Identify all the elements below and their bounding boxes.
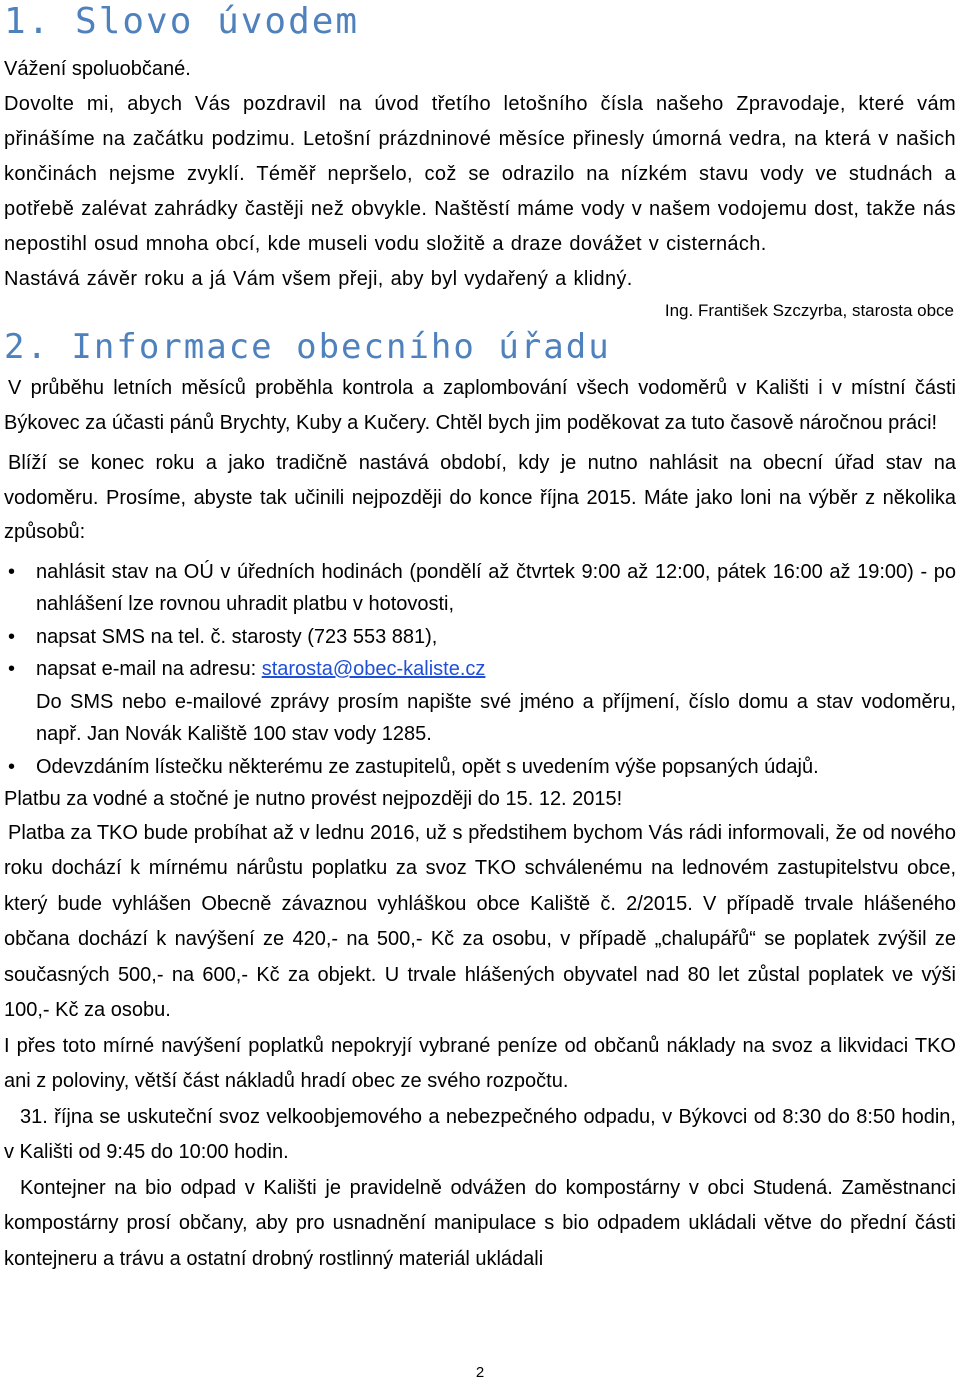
waste-fee-paragraph: Platba za TKO bude probíhat až v lednu 2016, už s předstihem bychom Vás rádi informovali, že od nového roku dochází k mírnému nárůstu poplatku za svoz TKO schválenému na lednovém zastupitelstvu obce, který bude vyhlášen Obecně závaznou vyhláškou obce Kaliště č. 2/2015. V případě trvale hlášeného občana dochází k navýšení ze 420,- na 500,- Kč za osobu, v případě „chalupářů“ se poplatek zvýšil ze současných 500,- na 600,- Kč za objekt. U trvale hlášených obyvatel nad 80 let zůstal poplatek ve výši 100,- Kč za osobu. [4,821,956,1021]
fee-coverage-paragraph: I přes toto mírné navýšení poplatků nepokryjí vybrané peníze od občanů náklady na svoz a likvidaci TKO ani z poloviny, větší část nákladů hradí obec ze svého rozpočtu. [4,1034,956,1092]
water-meter-check-paragraph: V průběhu letních měsíců proběhla kontrola a zaplombování všech vodoměrů v Kališti i v místní části Býkovec za účasti pánů Brychty, Kuby a Kučery. Chtěl bych jim poděkovat za tuto časově náročnou práci! [4,377,956,434]
list-item: • Odevzdáním lístečku některému ze zastupitelů, opět s uvedením výše popsaných údajů. [36,751,956,784]
payment-deadline: Platbu za vodné a stočné je nutno provést nejpozději do 15. 12. 2015! [4,788,623,810]
meter-reading-paragraph: Blíží se konec roku a jako tradičně nastává období, kdy je nutno nahlásit na obecní úřad stav na vodoměru. Prosíme, abyste tak učinili nejpozději do konce října 2015. Máte jako loni na výběr z několika způsobů: [4,452,956,543]
section-2-heading: 2. Informace obecního úřadu [4,327,611,367]
bio-waste-paragraph: Kontejner na bio odpad v Kališti je pravidelně odvážen do kompostárny v obci Studená. Zaměstnanci kompostárny prosí občany, aby pro usnadnění manipulace s bio odpadem ukládali větve do přední části kontejneru a trávu a ostatní drobný rostlinný materiál ukládali [4,1176,956,1270]
closing-wish: Nastává závěr roku a já Vám všem přeji, aby byl vydařený a klidný. [4,268,633,290]
salutation: Vážení spoluobčané. [4,58,191,80]
signature: Ing. František Szczyrba, starosta obce [664,301,954,320]
bulk-waste-paragraph: 31. října se uskuteční svoz velkoobjemového a nebezpečného odpadu, v Býkovci od 8:30 do 8:50 hodin, v Kališti od 9:45 do 10:00 hodin. [4,1105,956,1163]
sms-email-note: Do SMS nebo e-mailové zprávy prosím napište své jméno a příjmení, číslo domu a stav vodoměru, např. Jan Novák Kaliště 100 stav vody 1285. [36,690,956,745]
reporting-methods-list [4,556,956,784]
list-item [36,653,956,751]
section-1-heading: 1. Slovo úvodem [4,1,360,42]
page-number: 2 [475,1364,485,1381]
email-link[interactable]: starosta@obec-kaliste.cz [261,658,486,680]
intro-paragraph: Dovolte mi, abych Vás pozdravil na úvod třetího letošního čísla našeho Zpravodaje, které vám přinášíme na začátku podzimu. Letošní prázdninové měsíce přinesly úmorná vedra, na která v našich končinách nejsme zvyklí. Téměř nepršelo, což se odrazilo na nízkém stavu vody ve studnách a potřebě zalévat zahrádky častěji než obvykle. Naštěstí máme vody v našem vodojemu dost, takže nás nepostihl osud mnoha obcí, kde museli vodu složitě a draze dovážet v cisternách. [4,93,956,255]
list-item: • napsat SMS na tel. č. starosty (723 553 881), [36,621,956,654]
list-item: • nahlásit stav na OÚ v úředních hodinách (pondělí až čtvrtek 9:00 až 12:00, pátek 16:00 až 19:00) - po nahlášení lze rovnou uhradit platbu v hotovosti, [36,556,956,621]
email-prefix: napsat e-mail na adresu: [36,658,262,680]
